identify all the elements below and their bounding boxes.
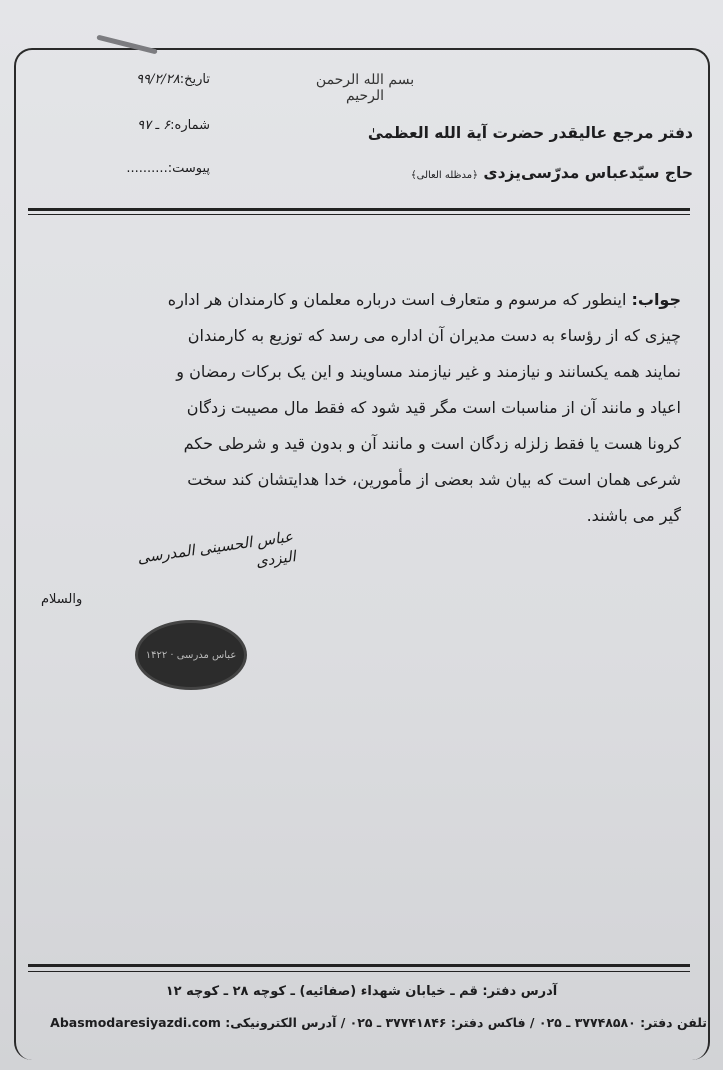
body-line: نمایند همه یکسانند و نیازمند و غیر نیازمند مساویند و این یک برکات رمضان و (176, 362, 681, 381)
attachment-value: .......... (126, 161, 168, 176)
footer-divider-thin (28, 971, 690, 972)
body-line: اعیاد و مانند آن از مناسبات است مگر قید شود که فقط مال مصیبت زدگان (186, 398, 681, 417)
body-line: شرعی همان است که بیان شد بعضی از مأمورین، خدا هدایتشان کند سخت (187, 470, 681, 489)
answer-label: جواب: (631, 290, 681, 309)
closing: والسلام (41, 592, 83, 607)
date-field (40, 72, 210, 87)
number-field (40, 118, 210, 133)
footer-divider (28, 964, 690, 967)
honorific: ﴿مدظله العالی﴾ (410, 170, 478, 181)
office-person: حاج سیّدعباس مدرّسی‌یزدی (483, 164, 693, 182)
attachment-field (40, 161, 210, 176)
date-value: ۹۹/۲/۲۸ (136, 72, 180, 87)
number-label: شماره: (170, 118, 210, 133)
signature: عباس الحسینی المدرسی الیزدی (136, 527, 297, 571)
attachment-label: پیوست: (167, 161, 210, 176)
header-divider-thin (28, 214, 690, 215)
body-line: گیر می باشند. (586, 506, 681, 525)
basmala-calligraphy: بسم الله الرحمن الرحیم (315, 72, 415, 104)
body-text: اینطور که مرسوم و متعارف است درباره معلمان و کارمندان هر اداره (167, 290, 632, 309)
official-seal (135, 620, 247, 690)
office-contact: تلفن دفتر: ۳۷۷۴۸۵۸۰ ـ ۰۲۵ / فاکس دفتر: ۳۷۷۴۱۸۴۶ ـ ۰۲۵ / آدرس الکترونیکی: Abasmodaresiyazdi.com (50, 1015, 707, 1030)
letter-body (41, 282, 681, 534)
signature-area (41, 527, 681, 708)
body-line: کرونا هست یا فقط زلزله زدگان است و مانند آن و بدون قید و شرطی حکم (183, 434, 681, 453)
office-title: دفتر مرجع عالیقدر حضرت آیة الله العظمیٰ (367, 124, 693, 142)
number-value: ۶ ـ ۹۷ (137, 118, 171, 133)
seal-text: عباس مدرسی · ۱۴۲۲ (145, 649, 237, 661)
office-name (253, 164, 693, 182)
body-line: چیزی که از رؤساء به دست مدیران آن اداره می رسد که توزیع به کارمندان (187, 326, 681, 345)
body-line (41, 282, 681, 318)
office-address: آدرس دفتر: قم ـ خیابان شهداء (صفائیه) ـ کوچه ۲۸ ـ کوچه ۱۲ (165, 984, 558, 999)
date-label: تاریخ: (179, 72, 210, 87)
letter-content (41, 282, 681, 708)
header-divider (28, 208, 690, 211)
